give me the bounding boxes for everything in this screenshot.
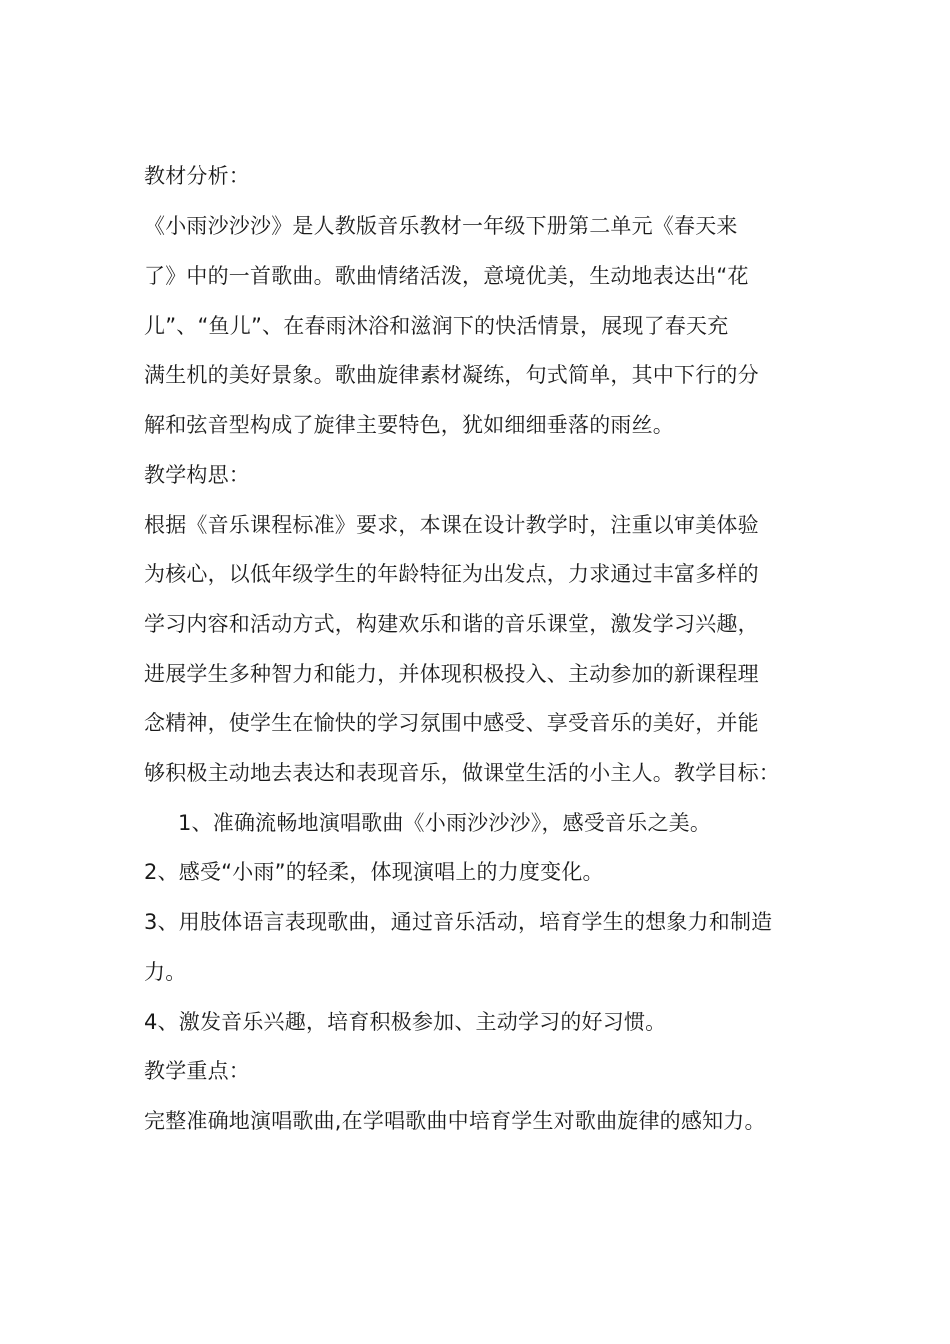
paragraph-line: 儿”、“鱼儿”、在春雨沐浴和滋润下的快活情景，展现了春天充 <box>144 314 729 338</box>
paragraph-line: 念精神，使学生在愉快的学习氛围中感受、享受音乐的美好，并能 <box>144 711 759 735</box>
paragraph-line: 完整准确地演唱歌曲,在学唱歌曲中培育学生对歌曲旋律的感知力。 <box>144 1109 766 1133</box>
paragraph-line: 够积极主动地去表达和表现音乐，做课堂生活的小主人。教学目标： <box>144 761 780 785</box>
paragraph-line: 学习内容和活动方式，构建欢乐和谐的音乐课堂，激发学习兴趣， <box>144 612 759 636</box>
heading-teaching-focus: 教学重点： <box>144 1059 250 1083</box>
paragraph-line: 进展学生多种智力和能力，并体现积极投入、主动参加的新课程理 <box>144 662 759 686</box>
paragraph-line: 了》中的一首歌曲。歌曲情绪活泼，意境优美，生动地表达出“花 <box>144 264 749 288</box>
objective-item-2: 2、感受“小雨”的轻柔，体现演唱上的力度变化。 <box>144 860 604 884</box>
paragraph-line: 为核心，以低年级学生的年龄特征为出发点，力求通过丰富多样的 <box>144 562 759 586</box>
objective-item-3: 3、用肢体语言表现歌曲，通过音乐活动，培育学生的想象力和制造 <box>144 910 773 934</box>
heading-textbook-analysis: 教材分析： <box>144 164 250 188</box>
heading-teaching-concept: 教学构思： <box>144 463 250 487</box>
objective-item-3-continued: 力。 <box>144 960 187 984</box>
paragraph-line: 满生机的美好景象。歌曲旋律素材凝练，句式简单，其中下行的分 <box>144 363 759 387</box>
objective-item-4: 4、激发音乐兴趣，培育积极参加、主动学习的好习惯。 <box>144 1010 667 1034</box>
objective-item-1: 1、准确流畅地演唱歌曲《小雨沙沙沙》，感受音乐之美。 <box>178 811 712 835</box>
paragraph-line: 解和弦音型构成了旋律主要特色，犹如细细垂落的雨丝。 <box>144 413 674 437</box>
paragraph-line: 根据《音乐课程标准》要求，本课在设计教学时，注重以审美体验 <box>144 513 759 537</box>
paragraph-line: 《小雨沙沙沙》是人教版音乐教材一年级下册第二单元《春天来 <box>144 214 738 238</box>
